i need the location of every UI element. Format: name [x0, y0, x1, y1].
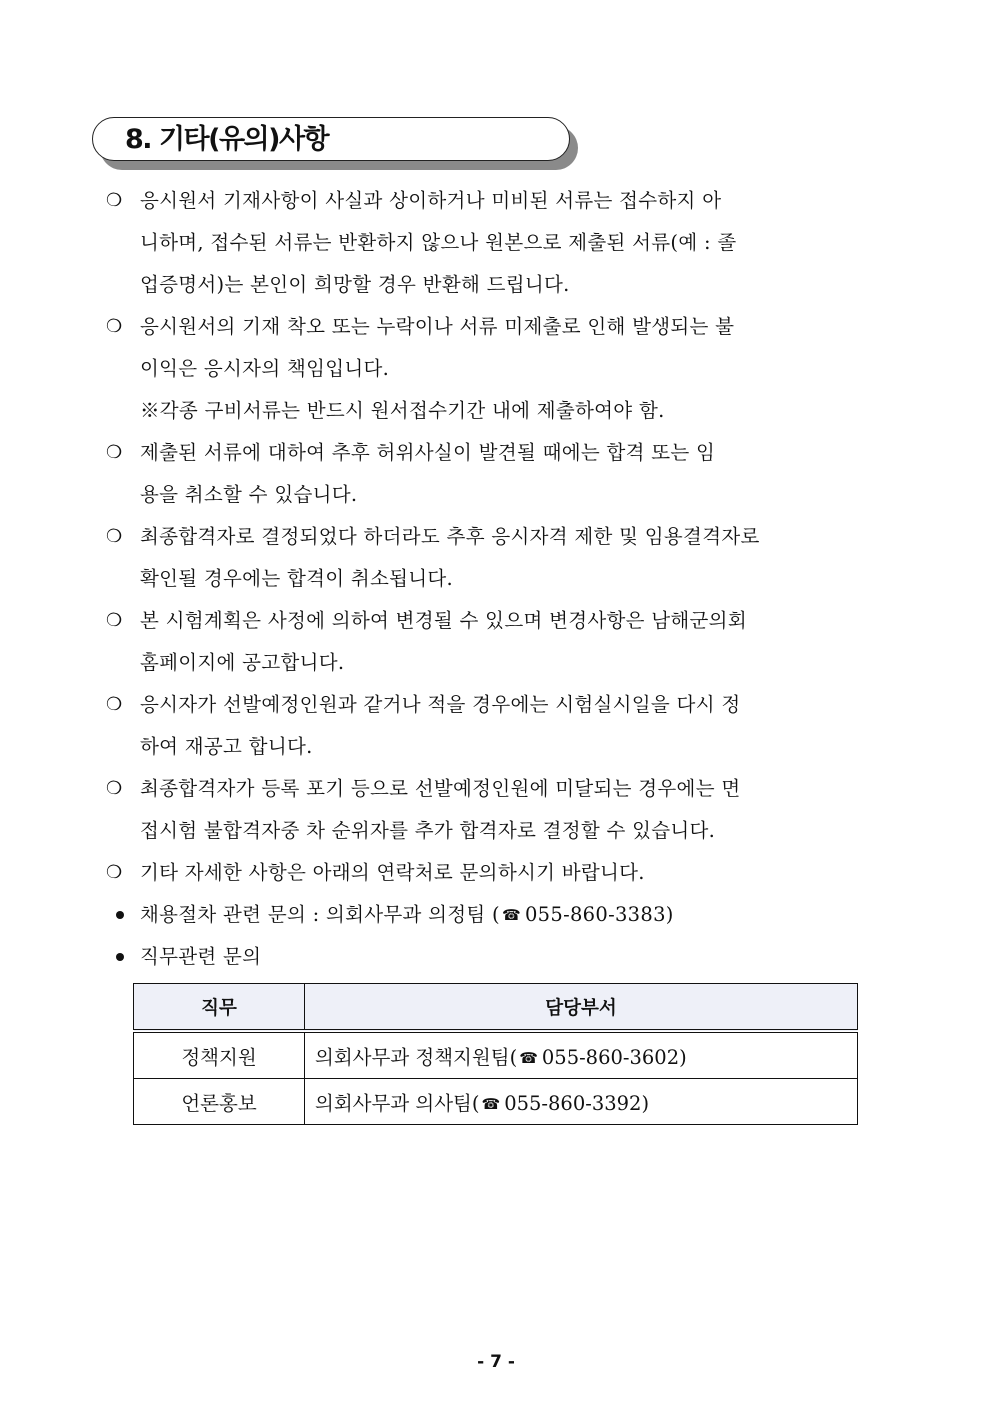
- circle-marker-icon: ❍: [106, 190, 123, 211]
- phone-icon: ☎: [519, 1048, 538, 1067]
- table-row: [134, 1079, 858, 1125]
- notice-item: ❍ 기타 자세한 사항은 아래의 연락처로 문의하시기 바랍니다.: [104, 852, 904, 894]
- notice-note: ※각종 구비서류는 반드시 원서접수기간 내에 제출하여야 함.: [140, 399, 665, 422]
- bullet-dot-icon: [116, 911, 124, 919]
- bullet-dot-icon: [116, 953, 124, 961]
- job-cell: 정책지원: [134, 1031, 305, 1079]
- notice-item: ❍ 응시원서 기재사항이 사실과 상이하거나 미비된 서류는 접수하지 아 니하며, 접수된 서류는 반환하지 않으나 원본으로 제출된 서류(예 : 졸 업증명서)는 본인이 희망할 경우 반환해 드립니다.: [104, 180, 904, 306]
- contact-bullet: 채용절차 관련 문의 : 의회사무과 의정팀 ( ☎ 055-860-3383): [104, 894, 904, 936]
- notice-item: ❍ 제출된 서류에 대하여 추후 허위사실이 발견될 때에는 합격 또는 임 용을 취소할 수 있습니다.: [104, 432, 904, 516]
- phone-icon: ☎: [481, 1094, 501, 1113]
- circle-marker-icon: ❍: [106, 862, 123, 883]
- circle-marker-icon: ❍: [106, 316, 123, 337]
- phone-icon: ☎: [501, 906, 521, 924]
- table-row: [134, 1031, 858, 1079]
- notice-item: ❍ 본 시험계획은 사정에 의하여 변경될 수 있으며 변경사항은 남해군의회 홈페이지에 공고합니다.: [104, 600, 904, 684]
- job-cell: 언론홍보: [134, 1079, 305, 1125]
- circle-marker-icon: ❍: [106, 442, 123, 463]
- circle-marker-icon: ❍: [106, 610, 123, 631]
- contact-bullet: 직무관련 문의: [104, 936, 904, 978]
- notice-item: ❍ 응시자가 선발예정인원과 같거나 적을 경우에는 시험실시일을 다시 정 하여 재공고 합니다.: [104, 684, 904, 768]
- heading-box: [92, 117, 570, 161]
- notice-item: ❍ 응시원서의 기재 착오 또는 누락이나 서류 미제출로 인해 발생되는 불 이익은 응시자의 책임입니다.: [104, 306, 904, 390]
- page-number: - 7 -: [477, 1352, 515, 1372]
- notice-item: ❍ 최종합격자로 결정되었다 하더라도 추후 응시자격 제한 및 임용결격자로 확인될 경우에는 합격이 취소됩니다.: [104, 516, 904, 600]
- table-header-row: [134, 984, 858, 1032]
- section-heading: [92, 117, 580, 173]
- circle-marker-icon: ❍: [106, 526, 123, 547]
- notice-item: ❍ 최종합격자가 등록 포기 등으로 선발예정인원에 미달되는 경우에는 면 접시험 불합격자중 차 순위자를 추가 합격자로 결정할 수 있습니다.: [104, 768, 904, 852]
- circle-marker-icon: ❍: [106, 694, 123, 715]
- dept-cell: 의회사무과 정책지원팀( ☎ 055-860-3602): [305, 1031, 858, 1079]
- contact-table: [133, 983, 858, 1125]
- header-dept: 담당부서: [305, 984, 858, 1032]
- notice-content: [104, 180, 904, 978]
- circle-marker-icon: ❍: [106, 778, 123, 799]
- heading-title: 8. 기타(유의)사항: [125, 124, 329, 155]
- dept-cell: 의회사무과 의사팀( ☎ 055-860-3392): [305, 1079, 858, 1125]
- header-job: 직무: [134, 984, 305, 1032]
